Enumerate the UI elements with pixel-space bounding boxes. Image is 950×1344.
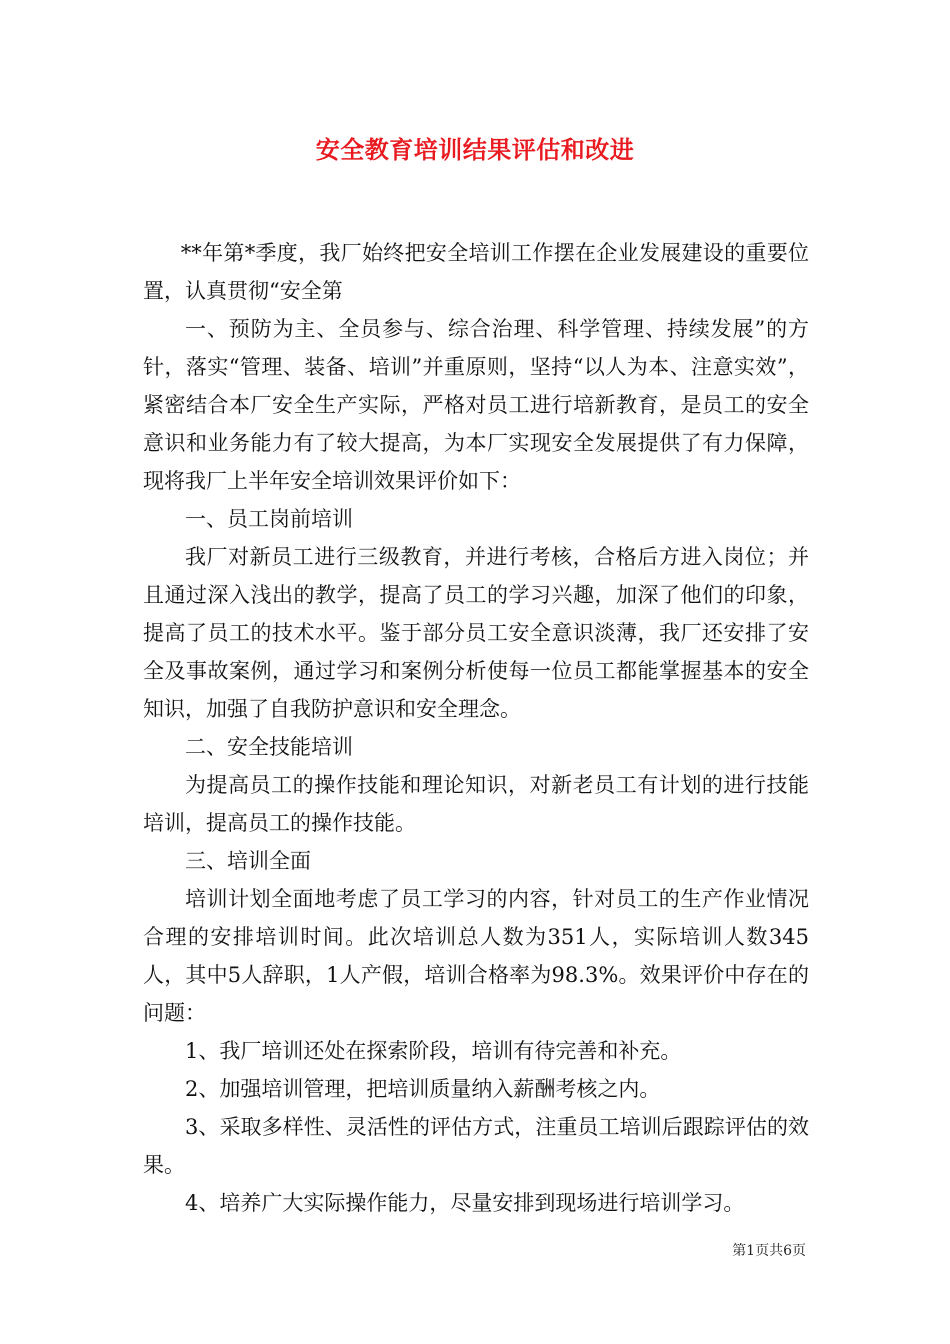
section-heading-2: 二、安全技能培训	[185, 735, 353, 759]
page-number-footer: 第1页共6页	[732, 1243, 806, 1259]
list-item-4: 4、培养广大实际操作能力，尽量安排到现场进行培训学习。	[185, 1191, 745, 1215]
paragraph-section-3: 培训计划全面地考虑了员工学习的内容，针对员工的生产作业情况合理的安排培训时间。此次培训总人数为351人，实际培训人数345人，其中5人辞职，1人产假，培训合格率为98.3%。效果评价中存在的问题：	[143, 887, 809, 1025]
list-item-1: 1、我厂培训还处在探索阶段，培训有待完善和补充。	[185, 1039, 682, 1063]
section-heading-3: 三、培训全面	[185, 849, 311, 873]
paragraph-section-2: 为提高员工的操作技能和理论知识，对新老员工有计划的进行技能培训，提高员工的操作技能。	[143, 773, 809, 835]
document-title: 安全教育培训结果评估和改进	[315, 135, 635, 164]
document-body	[143, 234, 809, 1222]
list-item-2: 2、加强培训管理，把培训质量纳入薪酬考核之内。	[185, 1077, 661, 1101]
section-heading-1: 一、员工岗前培训	[185, 507, 353, 531]
list-item-3: 3、采取多样性、灵活性的评估方式，注重员工培训后跟踪评估的效果。	[143, 1115, 809, 1177]
paragraph-section-1: 我厂对新员工进行三级教育，并进行考核，合格后方进入岗位；并且通过深入浅出的教学，提高了员工的学习兴趣，加深了他们的印象，提高了员工的技术水平。鉴于部分员工安全意识淡薄，我厂还安排了安全及事故案例，通过学习和案例分析使每一位员工都能掌握基本的安全知识，加强了自我防护意识和安全理念。	[143, 545, 809, 721]
paragraph-intro: **年第*季度，我厂始终把安全培训工作摆在企业发展建设的重要位置，认真贯彻“安全第	[143, 241, 809, 303]
paragraph-policy: 一、预防为主、全员参与、综合治理、科学管理、持续发展”的方针，落实“管理、装备、培训”并重原则，坚持“以人为本、注意实效”，紧密结合本厂安全生产实际，严格对员工进行培新教育，是员工的安全意识和业务能力有了较大提高，为本厂实现安全发展提供了有力保障，现将我厂上半年安全培训效果评价如下：	[143, 317, 809, 493]
